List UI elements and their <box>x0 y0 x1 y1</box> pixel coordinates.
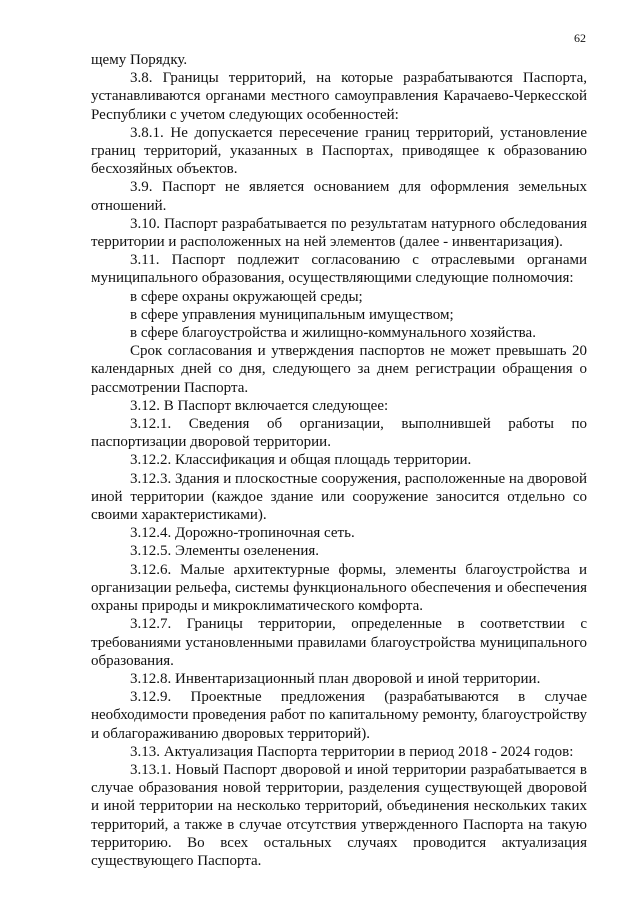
paragraph-3-13-1: 3.13.1. Новый Паспорт дворовой и иной территории разрабатывается в случае образования новой территории, разделения существующей дворовой и иной территории на несколько территорий, объединения нескольких таких территорий, а также в случае отсутствия утвержденного Паспорта на такую территорию. Во всех остальных случаях проводится актуализация существующего Паспорта. <box>91 761 587 869</box>
list-item-property: в сфере управления муниципальным имуществом; <box>130 306 454 323</box>
paragraph-3-12-7: 3.12.7. Границы территории, определенные в соответствии с требованиями установленными правилами благоустройства муниципального образования. <box>91 616 587 669</box>
paragraph-3-12-3: 3.12.3. Здания и плоскостные сооружения, расположенные на дворовой иной территории (каждое здание или сооружение заносится отдельно со своими характеристиками). <box>91 470 587 524</box>
paragraph-3-12-8: 3.12.8. Инвентаризационный план дворовой и иной территории. <box>130 670 541 687</box>
paragraph-approval-term: Срок согласования и утверждения паспортов не может превышать 20 календарных дней со дня, следующего за днем регистрации обращения о рассмотрении Паспорта. <box>91 343 587 396</box>
paragraph-3-12: 3.12. В Паспорт включается следующее: <box>130 397 389 414</box>
paragraph-3-12-2: 3.12.2. Классификация и общая площадь территории. <box>130 452 472 469</box>
paragraph-3-12-5: 3.12.5. Элементы озеленения. <box>130 543 320 560</box>
paragraph-3-8-1: 3.8.1. Не допускается пересечение границ территорий, установление границ территорий, указанных в Паспортах, приводящее к образованию бесхозяйных объектов. <box>91 124 587 178</box>
paragraph-3-12-6: 3.12.6. Малые архитектурные формы, элементы благоустройства и организации рельефа, системы функционального обеспечения и обеспечения охраны природы и микроклиматического комфорта. <box>91 561 587 615</box>
list-item-environment: в сфере охраны окружающей среды; <box>130 288 363 305</box>
page-number: 62 <box>574 31 586 45</box>
paragraph-3-10: 3.10. Паспорт разрабатывается по результатам натурного обследования территории и расположенных на ней элементов (далее - инвентаризация). <box>91 215 587 251</box>
paragraph-3-13: 3.13. Актуализация Паспорта территории в период 2018 - 2024 годов: <box>130 743 574 760</box>
document-body <box>91 51 587 870</box>
paragraph-3-9: 3.9. Паспорт не является основанием для оформления земельных отношений. <box>91 179 587 214</box>
paragraph-continuation: щему Порядку. <box>91 52 188 68</box>
paragraph-3-8: 3.8. Границы территорий, на которые разрабатываются Паспорта, устанавливаются органами местного самоуправления Карачаево-Черкесской Республики с учетом следующих особенностей: <box>91 70 587 123</box>
list-item-housing: в сфере благоустройства и жилищно-коммунального хозяйства. <box>130 325 536 342</box>
paragraph-3-11: 3.11. Паспорт подлежит согласованию с отраслевыми органами муниципального образования, осуществляющими следующие полномочия: <box>91 252 587 287</box>
paragraph-3-12-9: 3.12.9. Проектные предложения (разрабатываются в случае необходимости проведения работ по капитальному ремонту, благоустройству и облагораживанию дворовых территорий). <box>91 689 587 742</box>
paragraph-3-12-1: 3.12.1. Сведения об организации, выполнившей работы по паспортизации дворовой территории. <box>91 416 587 451</box>
paragraph-3-12-4: 3.12.4. Дорожно-тропиночная сеть. <box>130 525 355 542</box>
